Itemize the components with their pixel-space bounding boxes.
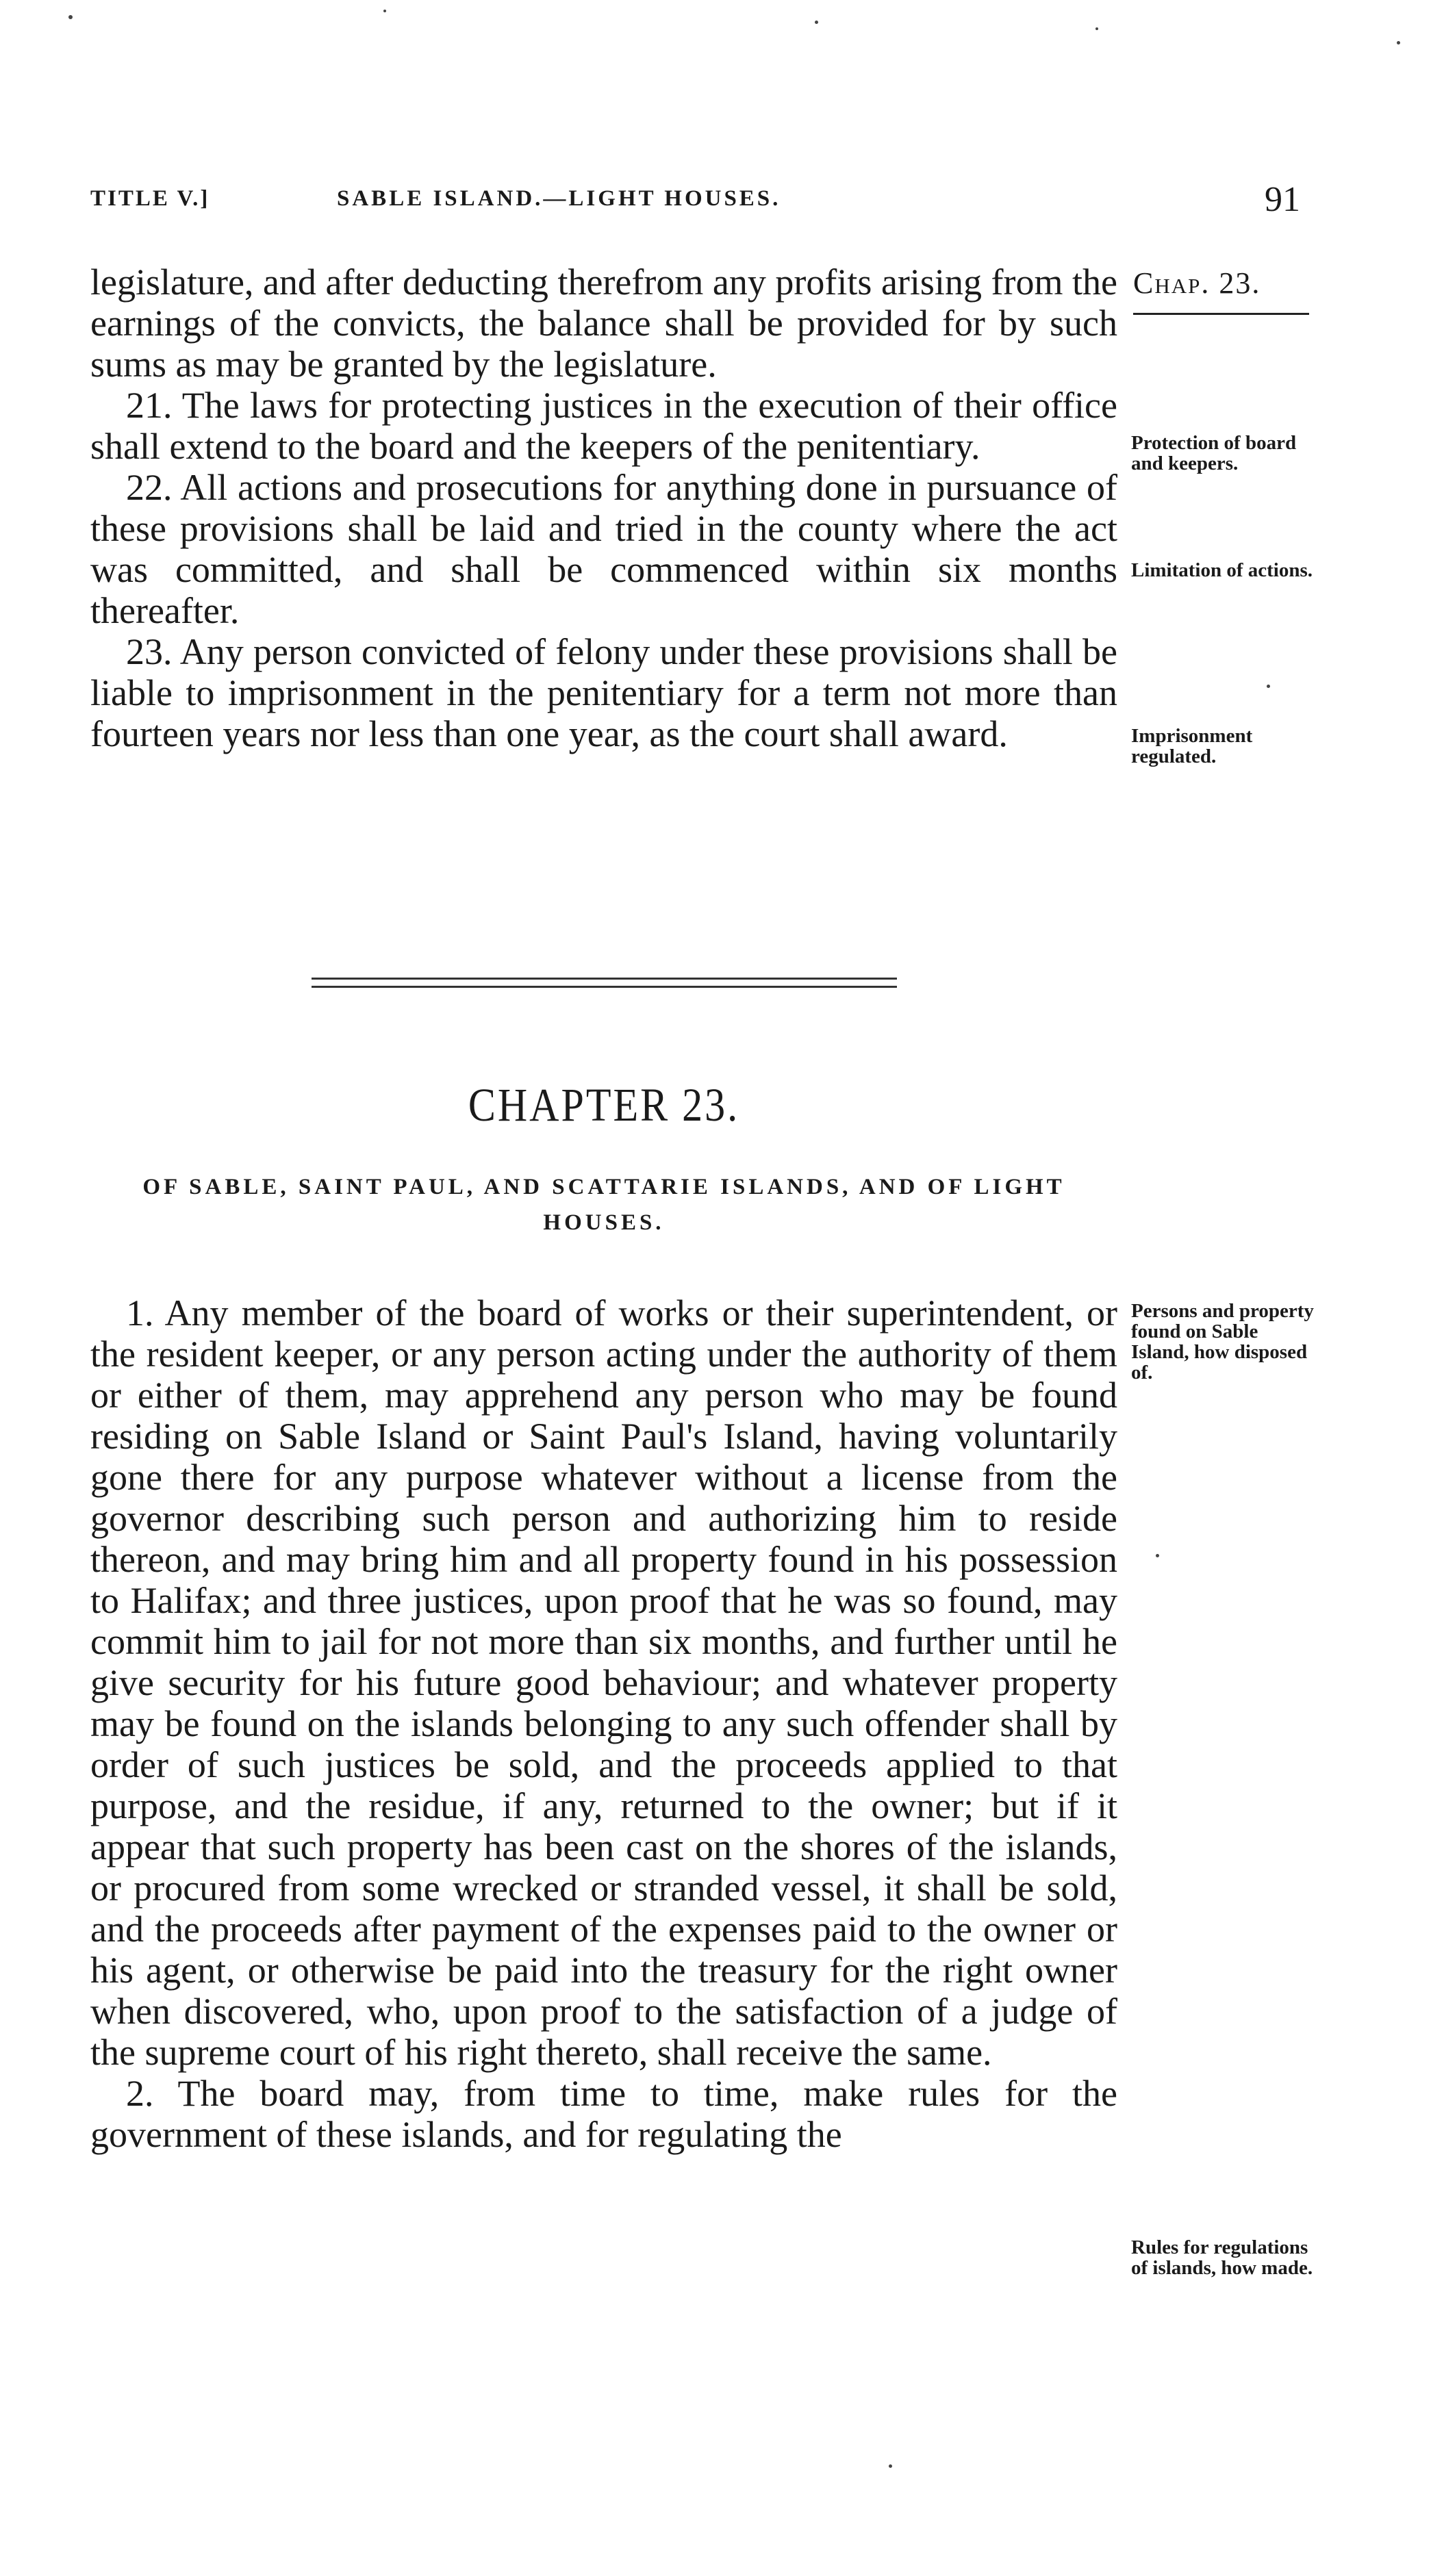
chapter-section-1: 1. Any member of the board of works or their superintendent, or the resident keeper, or any person acting under the authority of them or either of them, may apprehend any person who may be found residing on Sable Island or Saint Paul's Island, having voluntarily gone there for any purpose whatever without a license from the governor describing such person and authorizing him to reside thereon, and may bring him and all property found in his possession to Halifax; and three justices, upon proof that he was so found, may commit him to jail for not more than six months, and further until he give security for his future good behaviour; and whatever property may be found on the islands belonging to any such offender shall by order of such justices be sold, and the proceeds applied to that purpose, and the residue, if any, returned to the owner; but if it appear that such property has been cast on the shores of the islands, or procured from some wrecked or stranded vessel, it shall be sold, and the proceeds after payment of the expenses paid to the owner or his agent, or otherwise be paid into the treasury for the right owner when discovered, who, upon proof to the satisfaction of a judge of the supreme court of his right thereto, shall receive the same. — [90, 1292, 1117, 2073]
scan-speck — [815, 21, 818, 24]
chapter-reference: Chap. 23. — [1133, 266, 1261, 300]
margin-note-imprisonment: Imprisonment regulated. — [1131, 725, 1253, 767]
page-number: 91 — [1265, 180, 1300, 219]
section-23: 23. Any person convicted of felony under these provisions shall be liable to imprisonment in the penitentiary for a term not more than fourteen years nor less than one year, as the court shall award. — [90, 631, 1117, 754]
section-divider-lower — [312, 986, 897, 988]
continued-paragraph: legislature, and after deducting therefrom any profits arising from the earnings of the convicts, the balance shall be provided for by such sums as may be granted by the legislature. — [90, 262, 1117, 385]
scan-speck — [1397, 41, 1400, 44]
scan-speck — [889, 2464, 892, 2468]
section-22: 22. All actions and prosecutions for anything done in pursuance of these provisions shall be laid and tried in the county where the act was committed, and shall be commenced within six months thereafter. — [90, 467, 1117, 631]
scan-speck — [1156, 1554, 1159, 1557]
chapter-heading: CHAPTER 23. — [468, 1078, 740, 1131]
margin-note-limitation: Limitation of actions. — [1131, 559, 1313, 581]
running-head-title: SABLE ISLAND.—LIGHT HOUSES. — [337, 186, 781, 211]
scan-speck — [68, 15, 73, 19]
chapter-subtitle: OF SABLE, SAINT PAUL, AND SCATTARIE ISLANDS, AND OF LIGHT HOUSES. — [142, 1175, 1065, 1235]
title-reference: TITLE V.] — [90, 186, 210, 211]
scan-speck — [383, 10, 386, 12]
chapter-body-text — [90, 1292, 1117, 2155]
margin-note-rules: Rules for regulations of islands, how made. — [1131, 2236, 1313, 2279]
chapter-reference-rule — [1133, 313, 1309, 315]
scan-speck — [1095, 27, 1098, 30]
scan-speck — [1267, 685, 1270, 688]
margin-note-persons-property: Persons and property found on Sable Island, how disposed of. — [1131, 1300, 1314, 1383]
running-header — [90, 179, 1323, 227]
section-21: 21. The laws for protecting justices in the execution of their office shall extend to the board and the keepers of the penitentiary. — [90, 385, 1117, 467]
chapter-section-2: 2. The board may, from time to time, make rules for the government of these islands, and for regulating the — [90, 2073, 1117, 2155]
margin-note-protection: Protection of board and keepers. — [1131, 432, 1297, 474]
top-body-text — [90, 262, 1117, 754]
section-divider-upper — [312, 978, 897, 980]
